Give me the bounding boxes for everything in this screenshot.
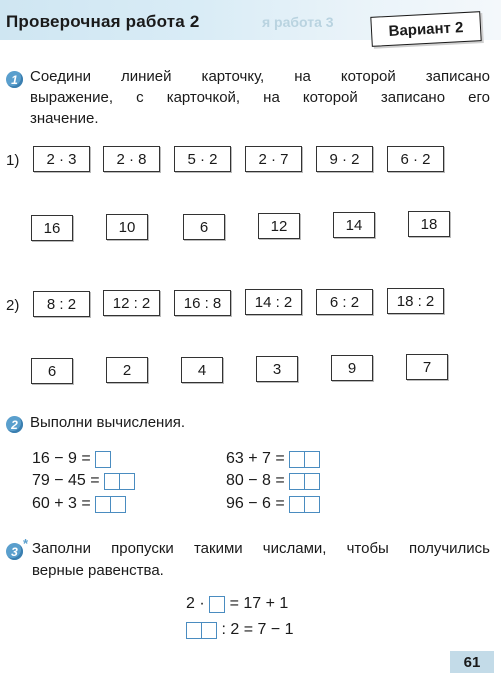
value-card[interactable]: 10	[106, 214, 148, 240]
expression-text: 16 − 9 =	[32, 450, 91, 467]
expression-text: 80 − 8 =	[226, 472, 285, 489]
answer-box[interactable]	[95, 451, 111, 468]
header-ghost-text: я работа 3	[262, 14, 334, 30]
expression-card[interactable]: 12 : 2	[103, 290, 160, 316]
value-card[interactable]: 9	[331, 355, 373, 381]
answer-box[interactable]	[104, 473, 120, 490]
value-card[interactable]: 6	[183, 214, 225, 240]
value-card[interactable]: 6	[31, 358, 73, 384]
value-card[interactable]: 14	[333, 212, 375, 238]
expression-text: 79 − 45 =	[32, 472, 100, 489]
equation-text: : 2 = 7 − 1	[221, 621, 294, 638]
answer-box[interactable]	[201, 622, 217, 639]
answer-box-double[interactable]	[104, 473, 135, 490]
answer-box-double[interactable]	[289, 473, 320, 490]
answer-box[interactable]	[209, 596, 225, 613]
task3-text-line2: верные равенства.	[32, 562, 164, 579]
answer-box[interactable]	[110, 496, 126, 513]
computation-expression	[32, 472, 135, 490]
expression-text: 63 + 7 =	[226, 450, 285, 467]
answer-box[interactable]	[304, 473, 320, 490]
answer-box-double[interactable]	[289, 451, 320, 468]
task1-text-line2: выражение, с карточкой, на которой записано его	[30, 89, 490, 106]
expression-card[interactable]: 2 · 8	[103, 146, 160, 172]
expression-card[interactable]: 2 · 3	[33, 146, 90, 172]
computation-expression	[226, 472, 320, 490]
answer-box[interactable]	[289, 496, 305, 513]
task3-text-line1: Заполни пропуски такими числами, чтобы получились	[32, 540, 490, 557]
task1-text-line1: Соедини линией карточку, на которой записано	[30, 68, 490, 85]
value-card[interactable]: 3	[256, 356, 298, 382]
answer-box-double[interactable]	[95, 496, 126, 513]
answer-box[interactable]	[304, 496, 320, 513]
page-number: 61	[450, 651, 494, 673]
computation-expression	[226, 495, 320, 513]
expression-card[interactable]: 2 · 7	[245, 146, 302, 172]
answer-box[interactable]	[95, 496, 111, 513]
expression-text: 96 − 6 =	[226, 495, 285, 512]
computation-expression	[226, 450, 320, 468]
row2-label: 2)	[6, 297, 20, 314]
task-number-icon: 1	[6, 71, 23, 88]
equation-2	[186, 621, 294, 639]
expression-card[interactable]: 6 : 2	[316, 289, 373, 315]
task-number-icon: 3	[6, 543, 23, 560]
expression-card[interactable]: 5 · 2	[174, 146, 231, 172]
answer-box[interactable]	[304, 451, 320, 468]
expression-card[interactable]: 16 : 8	[174, 290, 231, 316]
answer-box[interactable]	[119, 473, 135, 490]
equation-text: = 17 + 1	[229, 595, 289, 612]
task1-text-line3: значение.	[30, 110, 99, 127]
expression-card[interactable]: 18 : 2	[387, 288, 444, 314]
value-card[interactable]: 12	[258, 213, 300, 239]
answer-box[interactable]	[289, 451, 305, 468]
expression-card[interactable]: 6 · 2	[387, 146, 444, 172]
equation-text: 2 ·	[186, 595, 205, 612]
computation-expression	[32, 450, 111, 468]
value-card[interactable]: 16	[31, 215, 73, 241]
expression-card[interactable]: 14 : 2	[245, 289, 302, 315]
row1-label: 1)	[6, 152, 20, 169]
equation-1	[186, 595, 288, 613]
expression-text: 60 + 3 =	[32, 495, 91, 512]
expression-card[interactable]: 9 · 2	[316, 146, 373, 172]
answer-box-double[interactable]	[186, 622, 217, 639]
value-card[interactable]: 7	[406, 354, 448, 380]
answer-box-double[interactable]	[289, 496, 320, 513]
answer-box[interactable]	[186, 622, 202, 639]
variant-badge: Вариант 2	[370, 11, 481, 47]
value-card[interactable]: 18	[408, 211, 450, 237]
computation-expression	[32, 495, 126, 513]
task2-text: Выполни вычисления.	[30, 414, 185, 431]
expression-card[interactable]: 8 : 2	[33, 291, 90, 317]
star-marker: *	[23, 536, 29, 551]
task-number-icon: 2	[6, 416, 23, 433]
value-card[interactable]: 4	[181, 357, 223, 383]
answer-box[interactable]	[289, 473, 305, 490]
page-title: Проверочная работа 2	[6, 12, 200, 31]
value-card[interactable]: 2	[106, 357, 148, 383]
